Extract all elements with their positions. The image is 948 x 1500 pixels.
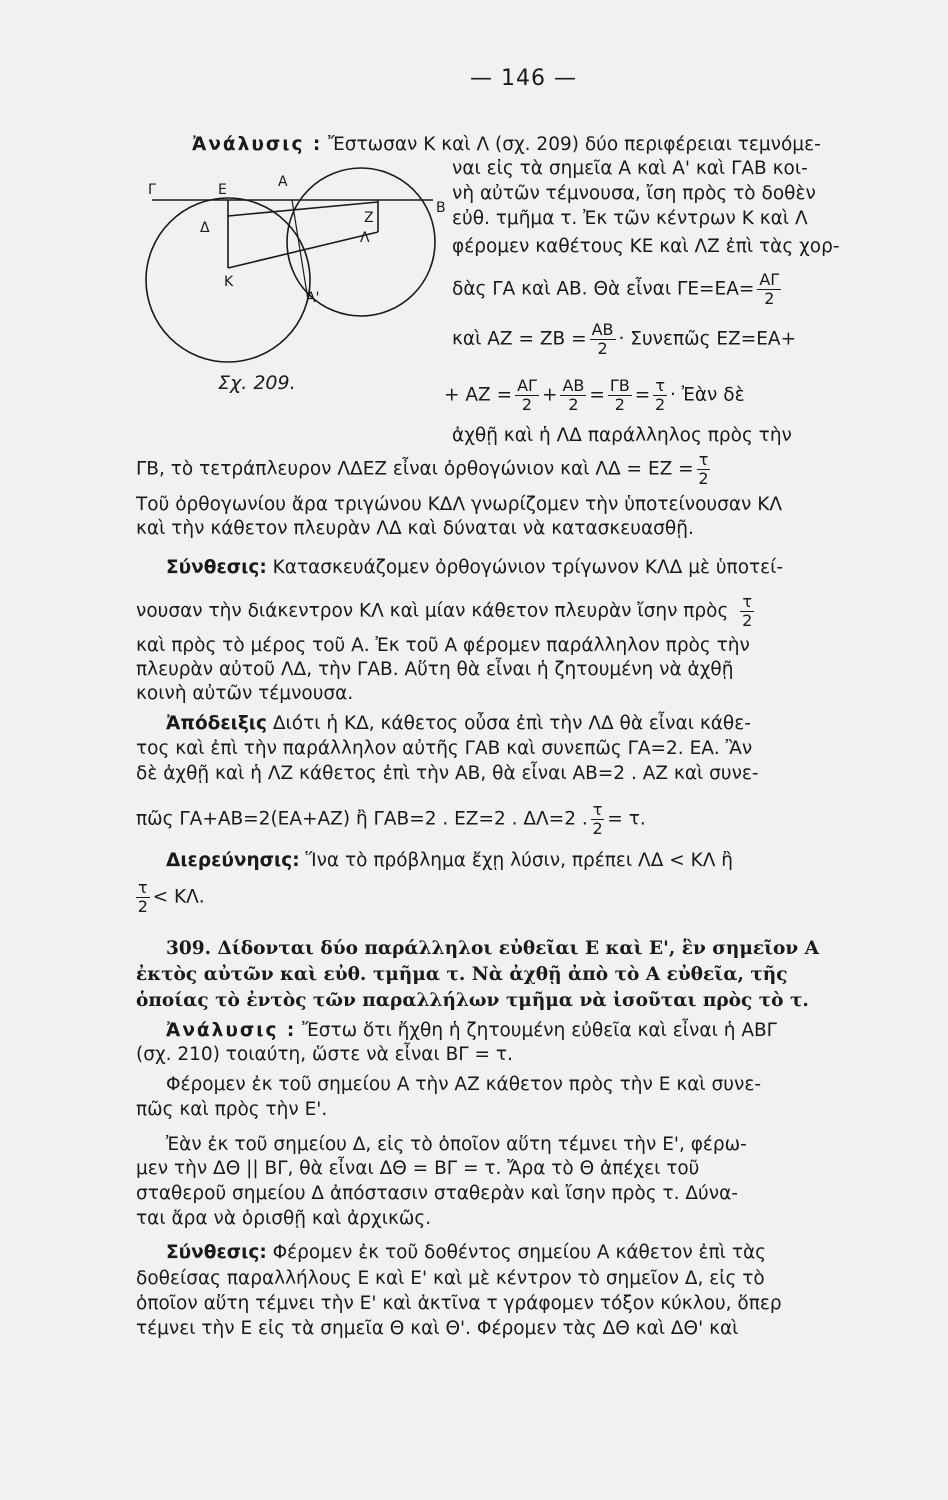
problem-309-line: 309. Δίδονται δύο παράλληλοι εὐθεῖαι Ε καὶ Ε', ἓν σημεῖον Α: [166, 938, 820, 959]
label-l: Λ: [360, 230, 370, 246]
text-line: Ἐὰν ἐκ τοῦ σημείου Δ, εἰς τὸ ὁποῖον αὕτη τέμνει τὴν Ε', φέρω-: [166, 1134, 747, 1155]
fraction: $\frac{\Gamma B}{2}$: [609, 376, 630, 414]
text-line: ὁποῖον αὕτη τέμνει τὴν Ε' καὶ ἀκτῖνα τ γράφομεν τόξον κύκλου, ὅπερ: [136, 1293, 782, 1314]
page-number: — 146 —: [470, 66, 577, 91]
label-b: Β: [436, 200, 446, 216]
fraction: $\frac{\tau}{2}$: [698, 450, 709, 488]
fraction: $\frac{AB}{2}$: [562, 376, 585, 414]
text-line: δὲ ἀχθῇ καὶ ἡ ΛΖ κάθετος ἐπὶ τὴν ΑΒ, θὰ εἶναι ΑΒ=2 . ΑΖ καὶ συνε-: [136, 763, 759, 784]
fraction: $\frac{A\Gamma}{2}$: [517, 376, 537, 414]
text-line: δὰς ΓΑ καὶ ΑΒ. Θὰ εἶναι ΓΕ=ΕΑ= $\frac{A\Gamma}{2}$: [452, 270, 780, 308]
text-line: μεν τὴν ΔΘ || ΒΓ, θὰ εἶναι ΔΘ = ΒΓ = τ. Ἄρα τὸ Θ ἀπέχει τοῦ: [136, 1158, 700, 1179]
text-line: Τοῦ ὀρθογωνίου ἄρα τριγώνου ΚΔΛ γνωρίζομεν τὴν ὑποτείνουσαν ΚΛ: [136, 494, 783, 515]
fraction: $\frac{AB}{2}$: [591, 320, 614, 358]
figure-caption: Σχ. 209.: [218, 372, 296, 394]
text-line: ἀχθῇ καὶ ἡ ΛΔ παράλληλος πρὸς τὴν: [452, 425, 792, 446]
text-line: πῶς ΓΑ+ΑΒ=2(ΕΑ+ΑΖ) ἢ ΓΑΒ=2 . ΕΖ=2 . ΔΛ=2 . $\frac{\tau}{2}$ = τ.: [136, 800, 646, 838]
text-line: Ἀπόδειξις Διότι ἡ ΚΔ, κάθετος οὖσα ἐπὶ τὴν ΛΔ θὰ εἶναι κάθε-: [166, 713, 751, 734]
text-line: καὶ πρὸς τὸ μέρος τοῦ Α. Ἐκ τοῦ Α φέρομεν παράλληλον πρὸς τὴν: [136, 635, 750, 656]
text-line: Φέρομεν ἐκ τοῦ σημείου Α τὴν ΑΖ κάθετον πρὸς τὴν Ε καὶ συνε-: [166, 1074, 761, 1095]
text-line: νουσαν τὴν διάκεντρον ΚΛ καὶ μίαν κάθετον πλευρὰν ἴσην πρὸς $\frac{\tau}{2}$: [136, 592, 753, 630]
figure-209: [128, 160, 448, 400]
text-line: ΓΒ, τὸ τετράπλευρον ΛΔΕΖ εἶναι ὀρθογώνιον καὶ ΛΔ = ΕΖ = $\frac{\tau}{2}$: [136, 450, 709, 488]
label-g: Γ: [148, 182, 156, 198]
line-kl: [228, 232, 378, 268]
text-line: Σύνθεσις: Φέρομεν ἐκ τοῦ δοθέντος σημείου Α κάθετον ἐπὶ τὰς: [166, 1242, 767, 1263]
text-line: $\frac{\tau}{2}$ < ΚΛ.: [137, 878, 205, 916]
text-line: φέρομεν καθέτους ΚΕ καὶ ΛΖ ἐπὶ τὰς χορ-: [452, 236, 840, 257]
fraction: $\frac{\tau}{2}$: [655, 376, 666, 414]
fraction: $\frac{\tau}{2}$: [742, 592, 753, 630]
text-line: καὶ ΑΖ = ΖΒ = $\frac{AB}{2}$ · Συνεπῶς ΕΖ=ΕΑ+: [452, 320, 797, 358]
label-d: Δ: [200, 220, 210, 236]
text-line: πῶς καὶ πρὸς τὴν Ε'.: [136, 1099, 328, 1120]
text-line: πλευρὰν αὐτοῦ ΛΔ, τὴν ΓΑΒ. Αὕτη θὰ εἶναι ἡ ζητουμένη νὰ ἀχθῇ: [136, 659, 734, 680]
text-line: (σχ. 210) τοιαύτη, ὥστε νὰ εἶναι ΒΓ = τ.: [136, 1044, 513, 1065]
text-line: Σύνθεσις: Κατασκευάζομεν ὀρθογώνιον τρίγωνον ΚΛΔ μὲ ὑποτεί-: [166, 557, 784, 578]
label-a1: Α': [306, 290, 320, 306]
label-a: Α: [278, 174, 288, 190]
text-line: δοθείσας παραλλήλους Ε καὶ Ε' καὶ μὲ κέντρον τὸ σημεῖον Δ, εἰς τὸ: [136, 1268, 765, 1289]
text-line: Διερεύνησις: Ἵνα τὸ πρόβλημα ἔχῃ λύσιν, πρέπει ΛΔ < ΚΛ ἢ: [166, 850, 734, 871]
text-line: καὶ τὴν κάθετον πλευρὰν ΛΔ καὶ δύναται νὰ κατασκευασθῇ.: [136, 518, 694, 539]
text-line: Ἀνάλυσις : Ἔστω ὅτι ἤχθη ἡ ζητουμένη εὐθεῖα καὶ εἶναι ἡ ΑΒΓ: [166, 1020, 777, 1041]
text-line: ται ἄρα νὰ ὁρισθῇ καὶ ἀρχικῶς.: [136, 1208, 432, 1229]
text-line: εὐθ. τμῆμα τ. Ἐκ τῶν κέντρων Κ καὶ Λ: [452, 208, 808, 229]
text-line: σταθεροῦ σημείου Δ ἀπόστασιν σταθερὰν καὶ ἴσην πρὸς τ. Δύνα-: [136, 1183, 738, 1204]
fraction: $\frac{\tau}{2}$: [592, 800, 603, 838]
text-line: τέμνει τὴν Ε εἰς τὰ σημεῖα Θ καὶ Θ'. Φέρομεν τὰς ΔΘ καὶ ΔΘ' καὶ: [136, 1318, 739, 1339]
fraction: $\frac{A\Gamma}{2}$: [759, 270, 780, 308]
label-k: Κ: [224, 274, 234, 290]
text-line: κοινὴ αὐτῶν τέμνουσα.: [136, 683, 354, 704]
label-z: Ζ: [364, 210, 374, 226]
label-e: Ε: [218, 182, 227, 198]
line-dl: [228, 202, 378, 216]
text-line: τος καὶ ἐπὶ τὴν παράλληλον αὐτῆς ΓΑΒ καὶ συνεπῶς ΓΑ=2. ΕΑ. Ἂν: [136, 738, 753, 759]
problem-309-line: ἐκτὸς αὐτῶν καὶ εὐθ. τμῆμα τ. Νὰ ἀχθῇ ἀπὸ τὸ Α εὐθεῖα, τῆς: [136, 964, 788, 985]
text-line: Ἀνάλυσις : Ἔστωσαν Κ καὶ Λ (σχ. 209) δύο περιφέρειαι τεμνόμε-: [192, 134, 821, 155]
text-line: + ΑΖ = $\frac{A\Gamma}{2}$ + $\frac{AB}{2}$ = $\frac{\Gamma B}{2}$ = $\frac{\tau}{2}$ · Ἐὰν δὲ: [444, 376, 745, 414]
text-line: ναι εἰς τὰ σημεῖα Α καὶ Α' καὶ ΓΑΒ κοι-: [452, 158, 808, 179]
text-line: νὴ αὐτῶν τέμνουσα, ἴση πρὸς τὸ δοθὲν: [452, 183, 816, 204]
problem-309-line: ὁποίας τὸ ἐντὸς τῶν παραλλήλων τμῆμα νὰ ἰσοῦται πρὸς τὸ τ.: [136, 990, 809, 1011]
fraction: $\frac{\tau}{2}$: [137, 878, 148, 916]
